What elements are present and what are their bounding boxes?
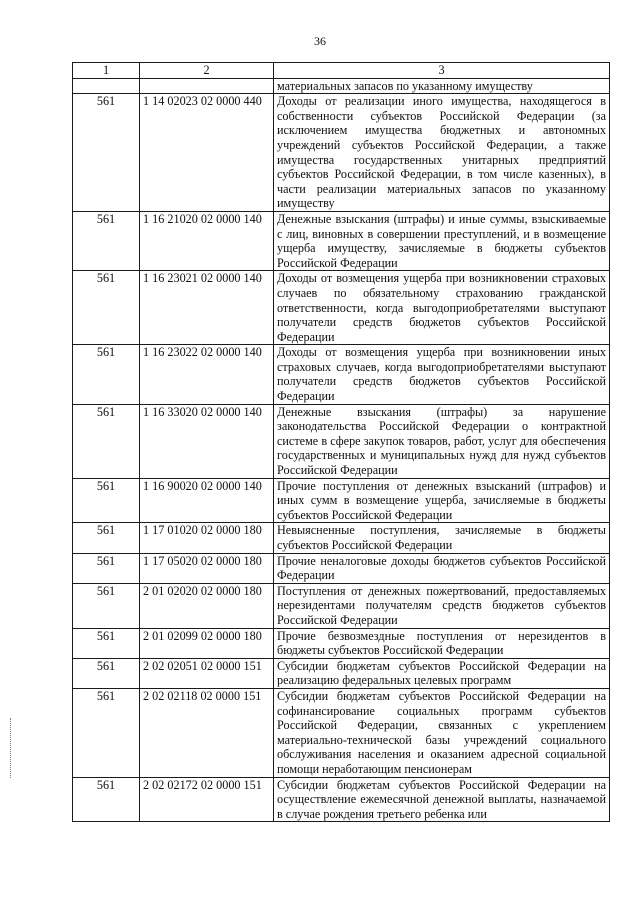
continuation-code-cell xyxy=(140,78,274,94)
continuation-text: материальных запасов по указанному имуществу xyxy=(274,78,610,94)
admin-code: 561 xyxy=(73,658,140,688)
table-row xyxy=(73,404,610,478)
revenue-description: Поступления от денежных пожертвований, предоставляемых нерезидентами получателям средств бюджетов субъектов Российской Федерации xyxy=(274,583,610,628)
column-header-1: 1 xyxy=(73,63,140,79)
table-row xyxy=(73,271,610,345)
budget-classification-code: 1 17 05020 02 0000 180 xyxy=(140,553,274,583)
revenue-description: Доходы от возмещения ущерба при возникновении страховых случаев по обязательному страхованию гражданской ответственности, когда выгодоприобретателями выступают получатели средств бюджетов субъектов Российской Федерации xyxy=(274,271,610,345)
table-row xyxy=(73,553,610,583)
revenue-description: Субсидии бюджетам субъектов Российской Федерации на софинансирование социальных программ субъектов Российской Федерации, связанных с укреплением материально-технической базы учреждений социального обслуживания населения и оказанием адресной социальной помощи неработающим пенсионерам xyxy=(274,688,610,777)
admin-code: 561 xyxy=(73,583,140,628)
budget-classification-code: 2 01 02099 02 0000 180 xyxy=(140,628,274,658)
revenue-description: Денежные взыскания (штрафы) и иные суммы, взыскиваемые с лиц, виновных в совершении преступлений, и в возмещение ущерба имуществу, зачисляемые в бюджеты субъектов Российской Федерации xyxy=(274,211,610,270)
table-row xyxy=(73,658,610,688)
table-row xyxy=(73,478,610,523)
budget-classification-code: 1 16 23022 02 0000 140 xyxy=(140,345,274,404)
admin-code: 561 xyxy=(73,777,140,822)
continuation-admin-cell xyxy=(73,78,140,94)
admin-code: 561 xyxy=(73,688,140,777)
admin-code: 561 xyxy=(73,553,140,583)
revenue-description: Невыясненные поступления, зачисляемые в бюджеты субъектов Российской Федерации xyxy=(274,523,610,553)
revenue-description: Денежные взыскания (штрафы) за нарушение законодательства Российской Федерации о контрактной системе в сфере закупок товаров, работ, услуг для обеспечения государственных и муниципальных нужд для нужд субъектов Российской Федерации xyxy=(274,404,610,478)
revenue-description: Прочие безвозмездные поступления от нерезидентов в бюджеты субъектов Российской Федерации xyxy=(274,628,610,658)
budget-classification-code: 2 02 02118 02 0000 151 xyxy=(140,688,274,777)
budget-classification-code: 1 14 02023 02 0000 440 xyxy=(140,94,274,212)
budget-classification-code: 2 02 02051 02 0000 151 xyxy=(140,658,274,688)
revenue-description: Субсидии бюджетам субъектов Российской Федерации на реализацию федеральных целевых программ xyxy=(274,658,610,688)
column-numbers-row xyxy=(73,63,610,79)
table-row xyxy=(73,94,610,212)
revenue-description: Доходы от реализации иного имущества, находящегося в собственности субъектов Российской Федерации (за исключением имущества бюджетных и автономных учреждений субъектов Российской Федерации, а также имущества государственных унитарных предприятий субъектов Российской Федерации, в том числе казенных), в части реализации материальных запасов по указанному имуществу xyxy=(274,94,610,212)
table-row xyxy=(73,211,610,270)
table-row xyxy=(73,345,610,404)
admin-code: 561 xyxy=(73,211,140,270)
admin-code: 561 xyxy=(73,478,140,523)
revenue-description: Прочие поступления от денежных взысканий (штрафов) и иных сумм в возмещение ущерба, зачисляемые в бюджеты субъектов Российской Федерации xyxy=(274,478,610,523)
budget-classification-code: 1 16 33020 02 0000 140 xyxy=(140,404,274,478)
column-header-2: 2 xyxy=(140,63,274,79)
budget-classification-code: 1 16 23021 02 0000 140 xyxy=(140,271,274,345)
table-row xyxy=(73,583,610,628)
column-header-3: 3 xyxy=(274,63,610,79)
budget-classification-code: 2 02 02172 02 0000 151 xyxy=(140,777,274,822)
admin-code: 561 xyxy=(73,523,140,553)
admin-code: 561 xyxy=(73,628,140,658)
continuation-row xyxy=(73,78,610,94)
budget-classification-code: 1 17 01020 02 0000 180 xyxy=(140,523,274,553)
scan-margin-mark xyxy=(10,718,12,778)
admin-code: 561 xyxy=(73,94,140,212)
table-row xyxy=(73,777,610,822)
table-row xyxy=(73,628,610,658)
budget-classification-code: 1 16 21020 02 0000 140 xyxy=(140,211,274,270)
revenue-description: Доходы от возмещения ущерба при возникновении иных страховых случаев, когда выгодоприобретателями выступают получатели средств бюджетов субъектов Российской Федерации xyxy=(274,345,610,404)
revenue-description: Субсидии бюджетам субъектов Российской Федерации на осуществление ежемесячной денежной выплаты, назначаемой в случае рождения третьего ребенка или xyxy=(274,777,610,822)
admin-code: 561 xyxy=(73,271,140,345)
page-number: 36 xyxy=(314,34,326,48)
table-row xyxy=(73,523,610,553)
admin-code: 561 xyxy=(73,404,140,478)
budget-classification-code: 2 01 02020 02 0000 180 xyxy=(140,583,274,628)
table-row xyxy=(73,688,610,777)
admin-code: 561 xyxy=(73,345,140,404)
revenue-codes-table xyxy=(72,62,610,822)
budget-classification-code: 1 16 90020 02 0000 140 xyxy=(140,478,274,523)
revenue-description: Прочие неналоговые доходы бюджетов субъектов Российской Федерации xyxy=(274,553,610,583)
